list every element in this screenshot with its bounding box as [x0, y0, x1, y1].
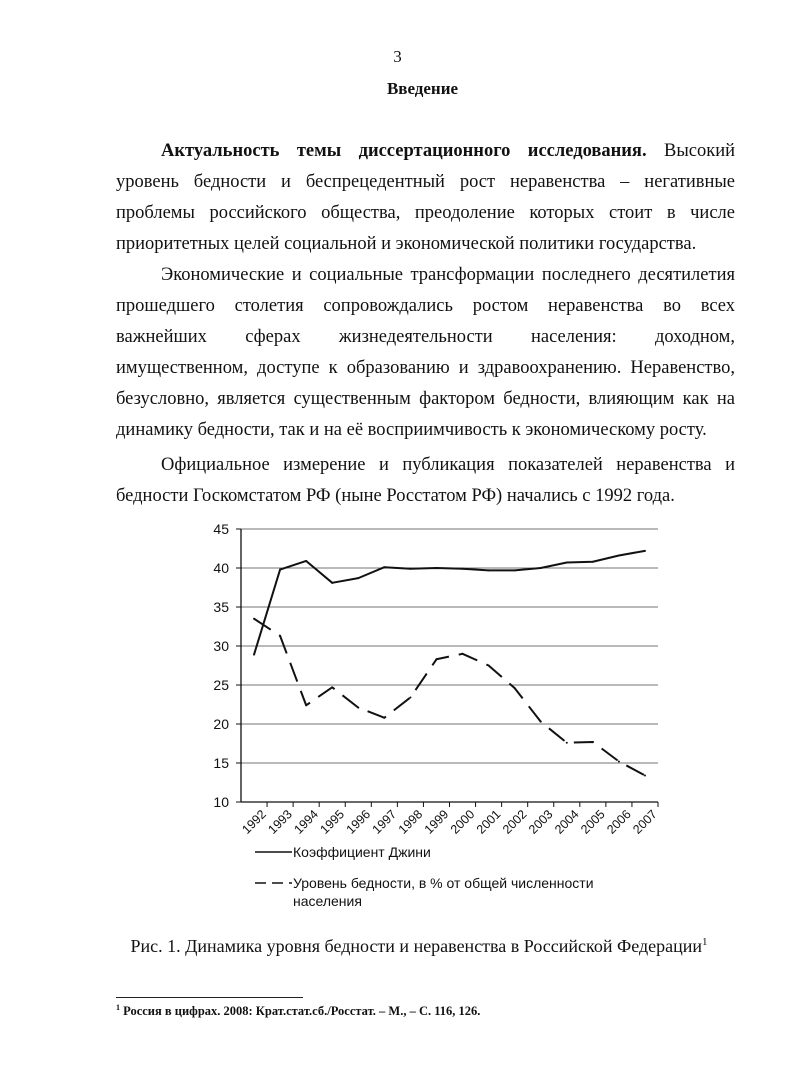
- data-point: [514, 569, 516, 571]
- data-point: [409, 696, 411, 698]
- x-tick-label: 2006: [604, 807, 634, 837]
- x-tick-label: 1999: [421, 807, 452, 837]
- data-point: [253, 618, 255, 620]
- data-point: [488, 569, 490, 571]
- figure-caption-text: Рис. 1. Динамика уровня бедности и неравенства в Российской Федерации: [130, 936, 703, 956]
- data-point: [592, 561, 594, 563]
- data-point: [305, 704, 307, 706]
- x-tick-label: 1996: [343, 807, 374, 837]
- data-point: [435, 658, 437, 660]
- x-tick-label: 1997: [369, 807, 400, 837]
- x-tick-label: 2007: [630, 807, 660, 837]
- chart-x-ticks: [239, 802, 660, 837]
- y-tick-label: 15: [213, 755, 229, 771]
- legend-label-poverty-line2: населения: [293, 893, 362, 909]
- x-tick-label: 1998: [395, 807, 426, 837]
- data-point: [644, 550, 646, 552]
- data-point: [279, 635, 281, 637]
- y-tick-label: 20: [213, 716, 229, 732]
- y-tick-label: 25: [213, 677, 229, 693]
- chart-series: [253, 550, 646, 777]
- x-tick-label: 2004: [552, 807, 582, 837]
- footnote: [116, 1003, 480, 1019]
- y-tick-label: 45: [213, 521, 229, 537]
- data-point: [462, 653, 464, 655]
- data-point: [253, 654, 255, 656]
- data-point: [331, 686, 333, 688]
- data-point: [331, 582, 333, 584]
- poverty-inequality-chart: [195, 515, 675, 915]
- x-tick-label: 2000: [447, 807, 478, 837]
- y-tick-label: 30: [213, 638, 229, 654]
- data-point: [540, 721, 542, 723]
- x-tick-label: 2003: [526, 807, 556, 837]
- legend-label-poverty-line1: Уровень бедности, в % от общей численности: [293, 875, 594, 891]
- y-tick-label: 35: [213, 599, 229, 615]
- x-tick-label: 1995: [317, 807, 348, 837]
- x-tick-label: 1993: [265, 807, 295, 837]
- figure-caption: [0, 936, 795, 957]
- paragraph-text: Высокий уровень бедности и беспрецедентный рост неравенства – негативные проблемы российского общества, преодоление которых стоит в числе приоритетных целей социальной и экономической политики государства.: [116, 141, 735, 254]
- data-point: [383, 717, 385, 719]
- x-tick-label: 1994: [291, 807, 322, 837]
- data-point: [592, 741, 594, 743]
- data-point: [644, 774, 646, 776]
- data-point: [566, 742, 568, 744]
- paragraph-official-measurement: Официальное измерение и публикация показателей неравенства и бедности Госкомстатом РФ (ныне Росстатом РФ) начались с 1992 года.: [116, 455, 735, 506]
- chart-gridlines: [241, 529, 658, 763]
- footnote-text: Россия в цифрах. 2008: Крат.стат.сб./Росстат. – М., – С. 116, 126.: [120, 1004, 481, 1019]
- y-tick-label: 10: [213, 794, 229, 810]
- chart-legend: [255, 844, 594, 909]
- paragraph-bold-lead: Актуальность темы диссертационного исследования.: [161, 141, 647, 161]
- footnote-marker: 1: [116, 1003, 120, 1012]
- data-point: [462, 568, 464, 570]
- chart-axes: [241, 529, 658, 802]
- data-point: [409, 568, 411, 570]
- chart-y-ticks: [213, 521, 241, 810]
- section-heading: Введение: [386, 79, 459, 98]
- y-tick-label: 40: [213, 560, 229, 576]
- data-point: [357, 577, 359, 579]
- data-point: [618, 760, 620, 762]
- data-point: [383, 566, 385, 568]
- figure-caption-footnote-ref: 1: [702, 936, 708, 948]
- data-point: [566, 562, 568, 564]
- data-point: [435, 567, 437, 569]
- legend-label-gini: Коэффициент Джини: [293, 844, 431, 860]
- gini-coefficient-line: [254, 551, 645, 655]
- data-point: [618, 555, 620, 557]
- data-point: [305, 560, 307, 562]
- data-point: [279, 569, 281, 571]
- x-tick-label: 2001: [473, 807, 504, 837]
- data-point: [540, 567, 542, 569]
- data-point: [357, 707, 359, 709]
- footnote-divider: [116, 997, 303, 998]
- x-tick-label: 2005: [578, 807, 608, 837]
- data-point: [488, 665, 490, 667]
- paragraph-transformations: Экономические и социальные трансформации последнего десятилетия прошедшего столетия сопровождались ростом неравенства во всех важнейших сферах жизнедеятельности населения: доходном, имущественном, доступе к образованию и здравоохранению. Неравенство, безусловно, является существенным фактором бедности, влияющим как на динамику бедности, так и на её восприимчивость к экономическому росту.: [116, 265, 735, 440]
- data-point: [514, 687, 516, 689]
- poverty-rate-line: [254, 619, 645, 776]
- x-tick-label: 1992: [239, 807, 269, 837]
- x-tick-label: 2002: [499, 807, 530, 837]
- page-number: 3: [393, 47, 402, 66]
- paragraph-relevance: [116, 136, 735, 260]
